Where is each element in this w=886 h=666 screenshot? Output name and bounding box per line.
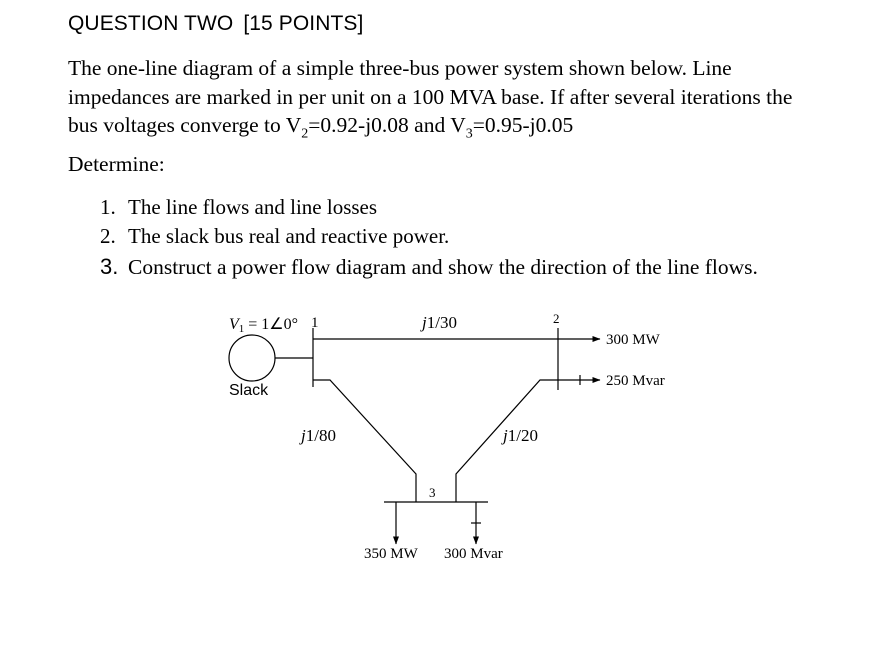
question-points: [15 POINTS] bbox=[243, 12, 364, 35]
statement-line-1: The one-line diagram of a simple three-bus power system shown below. Line bbox=[68, 56, 732, 80]
v2-value: =0.92-j0.08 and V bbox=[308, 113, 466, 137]
bus-2-number: 2 bbox=[553, 311, 560, 326]
statement-line-3-prefix: bus voltages converge to V bbox=[68, 113, 302, 137]
load-3-real-label: 350 MW bbox=[364, 546, 418, 562]
v3-value: =0.95-j0.05 bbox=[472, 113, 574, 137]
bus-3-number: 3 bbox=[429, 485, 436, 500]
task-number: 1. bbox=[100, 195, 116, 219]
v2-subscript: 2 bbox=[301, 126, 309, 142]
impedance-1-3: j1/80 bbox=[301, 426, 336, 445]
task-number: 2. bbox=[100, 224, 116, 248]
slack-label: Slack bbox=[229, 382, 269, 399]
v1-label: V1 = 1∠0° bbox=[229, 316, 299, 335]
task-text: The slack bus real and reactive power. bbox=[128, 224, 450, 248]
task-text: Construct a power flow diagram and show the direction of the line flows. bbox=[128, 255, 758, 279]
statement-line-2: impedances are marked in per unit on a 100 MVA base. If after several iterations the bbox=[68, 84, 793, 109]
v3-subscript: 3 bbox=[465, 126, 473, 142]
task-text: The line flows and line losses bbox=[128, 195, 378, 219]
task-number: 3. bbox=[100, 254, 119, 279]
question-title: QUESTION TWO bbox=[68, 12, 234, 35]
bus-2-reactive-power-label: 250 Mvar bbox=[606, 373, 665, 389]
bus-1-number: 1 bbox=[311, 315, 319, 331]
impedance-2-3: j1/20 bbox=[503, 426, 538, 445]
impedance-1-2: j1/30 bbox=[422, 313, 457, 332]
load-3-reactive-label: 300 Mvar bbox=[444, 546, 503, 562]
slack-generator bbox=[229, 335, 275, 381]
determine-label: Determine: bbox=[68, 152, 165, 176]
bus-2-real-power-label: 300 MW bbox=[606, 332, 660, 348]
